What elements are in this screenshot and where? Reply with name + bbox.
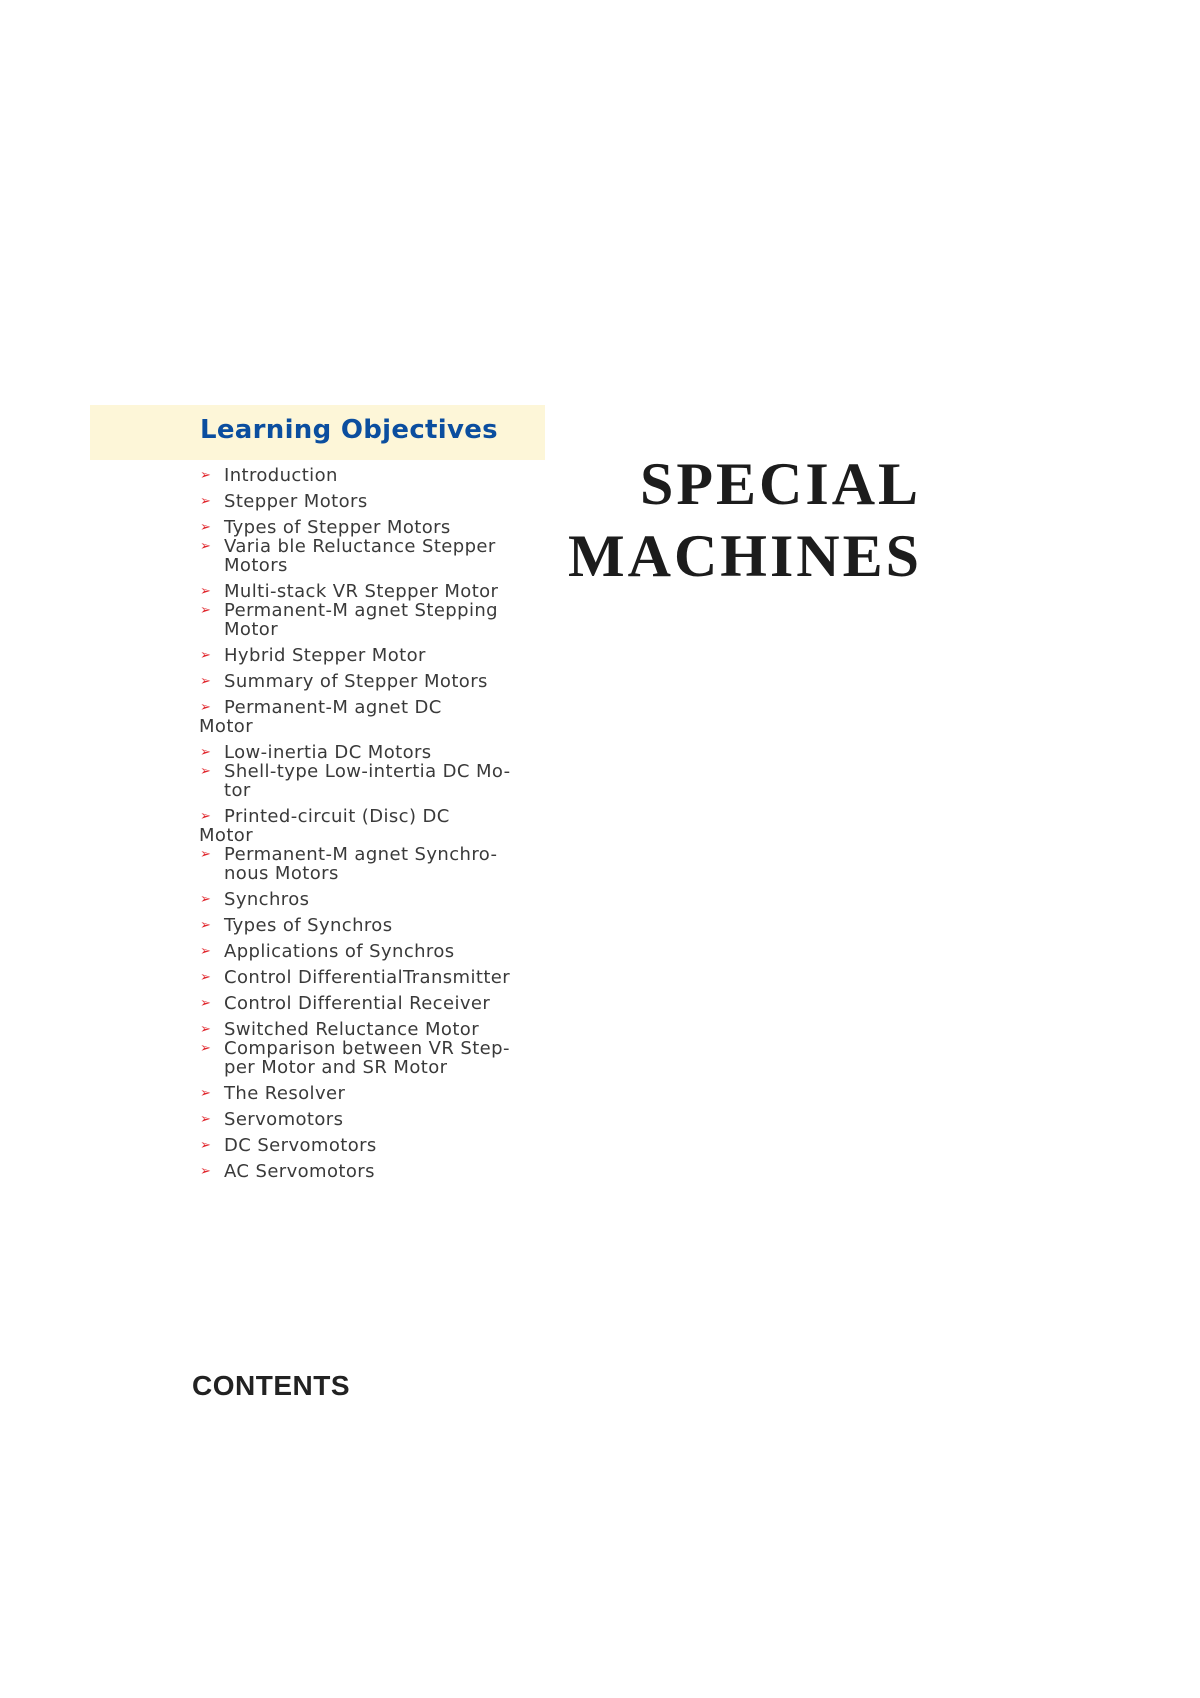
objective-label: Switched Reluctance Motor — [224, 1019, 480, 1040]
bullet-arrow-icon: ➢ — [200, 996, 212, 1011]
objective-item — [200, 492, 530, 511]
objective-item — [200, 994, 530, 1013]
objective-item — [200, 698, 530, 717]
bullet-arrow-icon: ➢ — [200, 648, 212, 663]
contents-label: CONTENTS — [192, 1370, 350, 1401]
objective-label: Low-inertia DC Motors — [224, 742, 432, 763]
objective-item — [200, 762, 530, 800]
objective-label: Comparison between VR Step- per Motor and SR Motor — [224, 1038, 510, 1078]
objective-label: Control Differential Receiver — [224, 993, 491, 1014]
bullet-arrow-icon: ➢ — [200, 764, 212, 779]
objective-label: Permanent-M agnet Synchro- nous Motors — [224, 844, 498, 884]
objective-item — [200, 582, 530, 601]
objective-item — [200, 537, 530, 575]
objective-label: Varia ble Reluctance Stepper Motors — [224, 536, 496, 576]
objective-item — [200, 601, 530, 639]
objective-item — [200, 518, 530, 537]
objective-item — [200, 743, 530, 762]
objective-label: Synchros — [224, 889, 310, 910]
objective-label: Control DifferentialTransmitter — [224, 967, 511, 988]
objective-label: Permanent-M agnet Stepping Motor — [224, 600, 498, 640]
bullet-arrow-icon: ➢ — [200, 944, 212, 959]
objective-item — [200, 1020, 530, 1039]
bullet-arrow-icon: ➢ — [200, 809, 212, 824]
objective-label: DC Servomotors — [224, 1135, 377, 1156]
objective-label: Servomotors — [224, 1109, 344, 1130]
objective-item — [200, 1084, 530, 1103]
bullet-arrow-icon: ➢ — [200, 584, 212, 599]
objective-label: Types of Stepper Motors — [224, 517, 451, 538]
objective-item — [200, 968, 530, 987]
objective-label: AC Servomotors — [224, 1161, 375, 1182]
objective-item — [200, 1162, 530, 1181]
chapter-title — [568, 448, 968, 592]
objective-item — [200, 890, 530, 909]
objective-label: Shell-type Low-intertia DC Mo- tor — [224, 761, 511, 801]
bullet-arrow-icon: ➢ — [200, 1138, 212, 1153]
bullet-arrow-icon: ➢ — [200, 1041, 212, 1056]
chapter-title-line-2: MACHINES — [568, 523, 923, 589]
bullet-arrow-icon: ➢ — [200, 1086, 212, 1101]
bullet-arrow-icon: ➢ — [200, 674, 212, 689]
objective-label: Types of Synchros — [224, 915, 393, 936]
bullet-arrow-icon: ➢ — [200, 1022, 212, 1037]
learning-objectives-heading: Learning Objectives — [200, 415, 498, 445]
objective-label: Permanent-M agnet DC — [224, 697, 442, 718]
chapter-title-line-1: SPECIAL — [640, 451, 922, 517]
bullet-arrow-icon: ➢ — [200, 539, 212, 554]
bullet-arrow-icon: ➢ — [200, 970, 212, 985]
objective-item — [200, 916, 530, 935]
objective-label: Multi-stack VR Stepper Motor — [224, 581, 499, 602]
bullet-arrow-icon: ➢ — [200, 1112, 212, 1127]
bullet-arrow-icon: ➢ — [200, 745, 212, 760]
objective-item — [200, 845, 530, 883]
bullet-arrow-icon: ➢ — [200, 520, 212, 535]
bullet-arrow-icon: ➢ — [200, 918, 212, 933]
learning-objectives-list — [200, 466, 530, 1181]
objective-continuation: Motor — [199, 716, 254, 737]
objective-item — [200, 1039, 530, 1077]
objective-label: Summary of Stepper Motors — [224, 671, 488, 692]
objective-label: The Resolver — [224, 1083, 346, 1104]
objective-label: Introduction — [224, 465, 338, 486]
objective-label: Hybrid Stepper Motor — [224, 645, 426, 666]
bullet-arrow-icon: ➢ — [200, 494, 212, 509]
objective-item — [200, 942, 530, 961]
bullet-arrow-icon: ➢ — [200, 468, 212, 483]
bullet-arrow-icon: ➢ — [200, 847, 212, 862]
objective-item — [200, 646, 530, 665]
bullet-arrow-icon: ➢ — [200, 892, 212, 907]
objective-item — [200, 1136, 530, 1155]
objective-item — [200, 672, 530, 691]
objective-label: Applications of Synchros — [224, 941, 455, 962]
objective-label: Printed-circuit (Disc) DC — [224, 806, 450, 827]
bullet-arrow-icon: ➢ — [200, 1164, 212, 1179]
objective-item — [200, 1110, 530, 1129]
objective-item — [200, 807, 530, 826]
learning-objectives-header — [90, 405, 545, 460]
bullet-arrow-icon: ➢ — [200, 700, 212, 715]
objective-label: Stepper Motors — [224, 491, 368, 512]
objective-item — [200, 466, 530, 485]
objective-continuation: Motor — [199, 825, 254, 846]
bullet-arrow-icon: ➢ — [200, 603, 212, 618]
